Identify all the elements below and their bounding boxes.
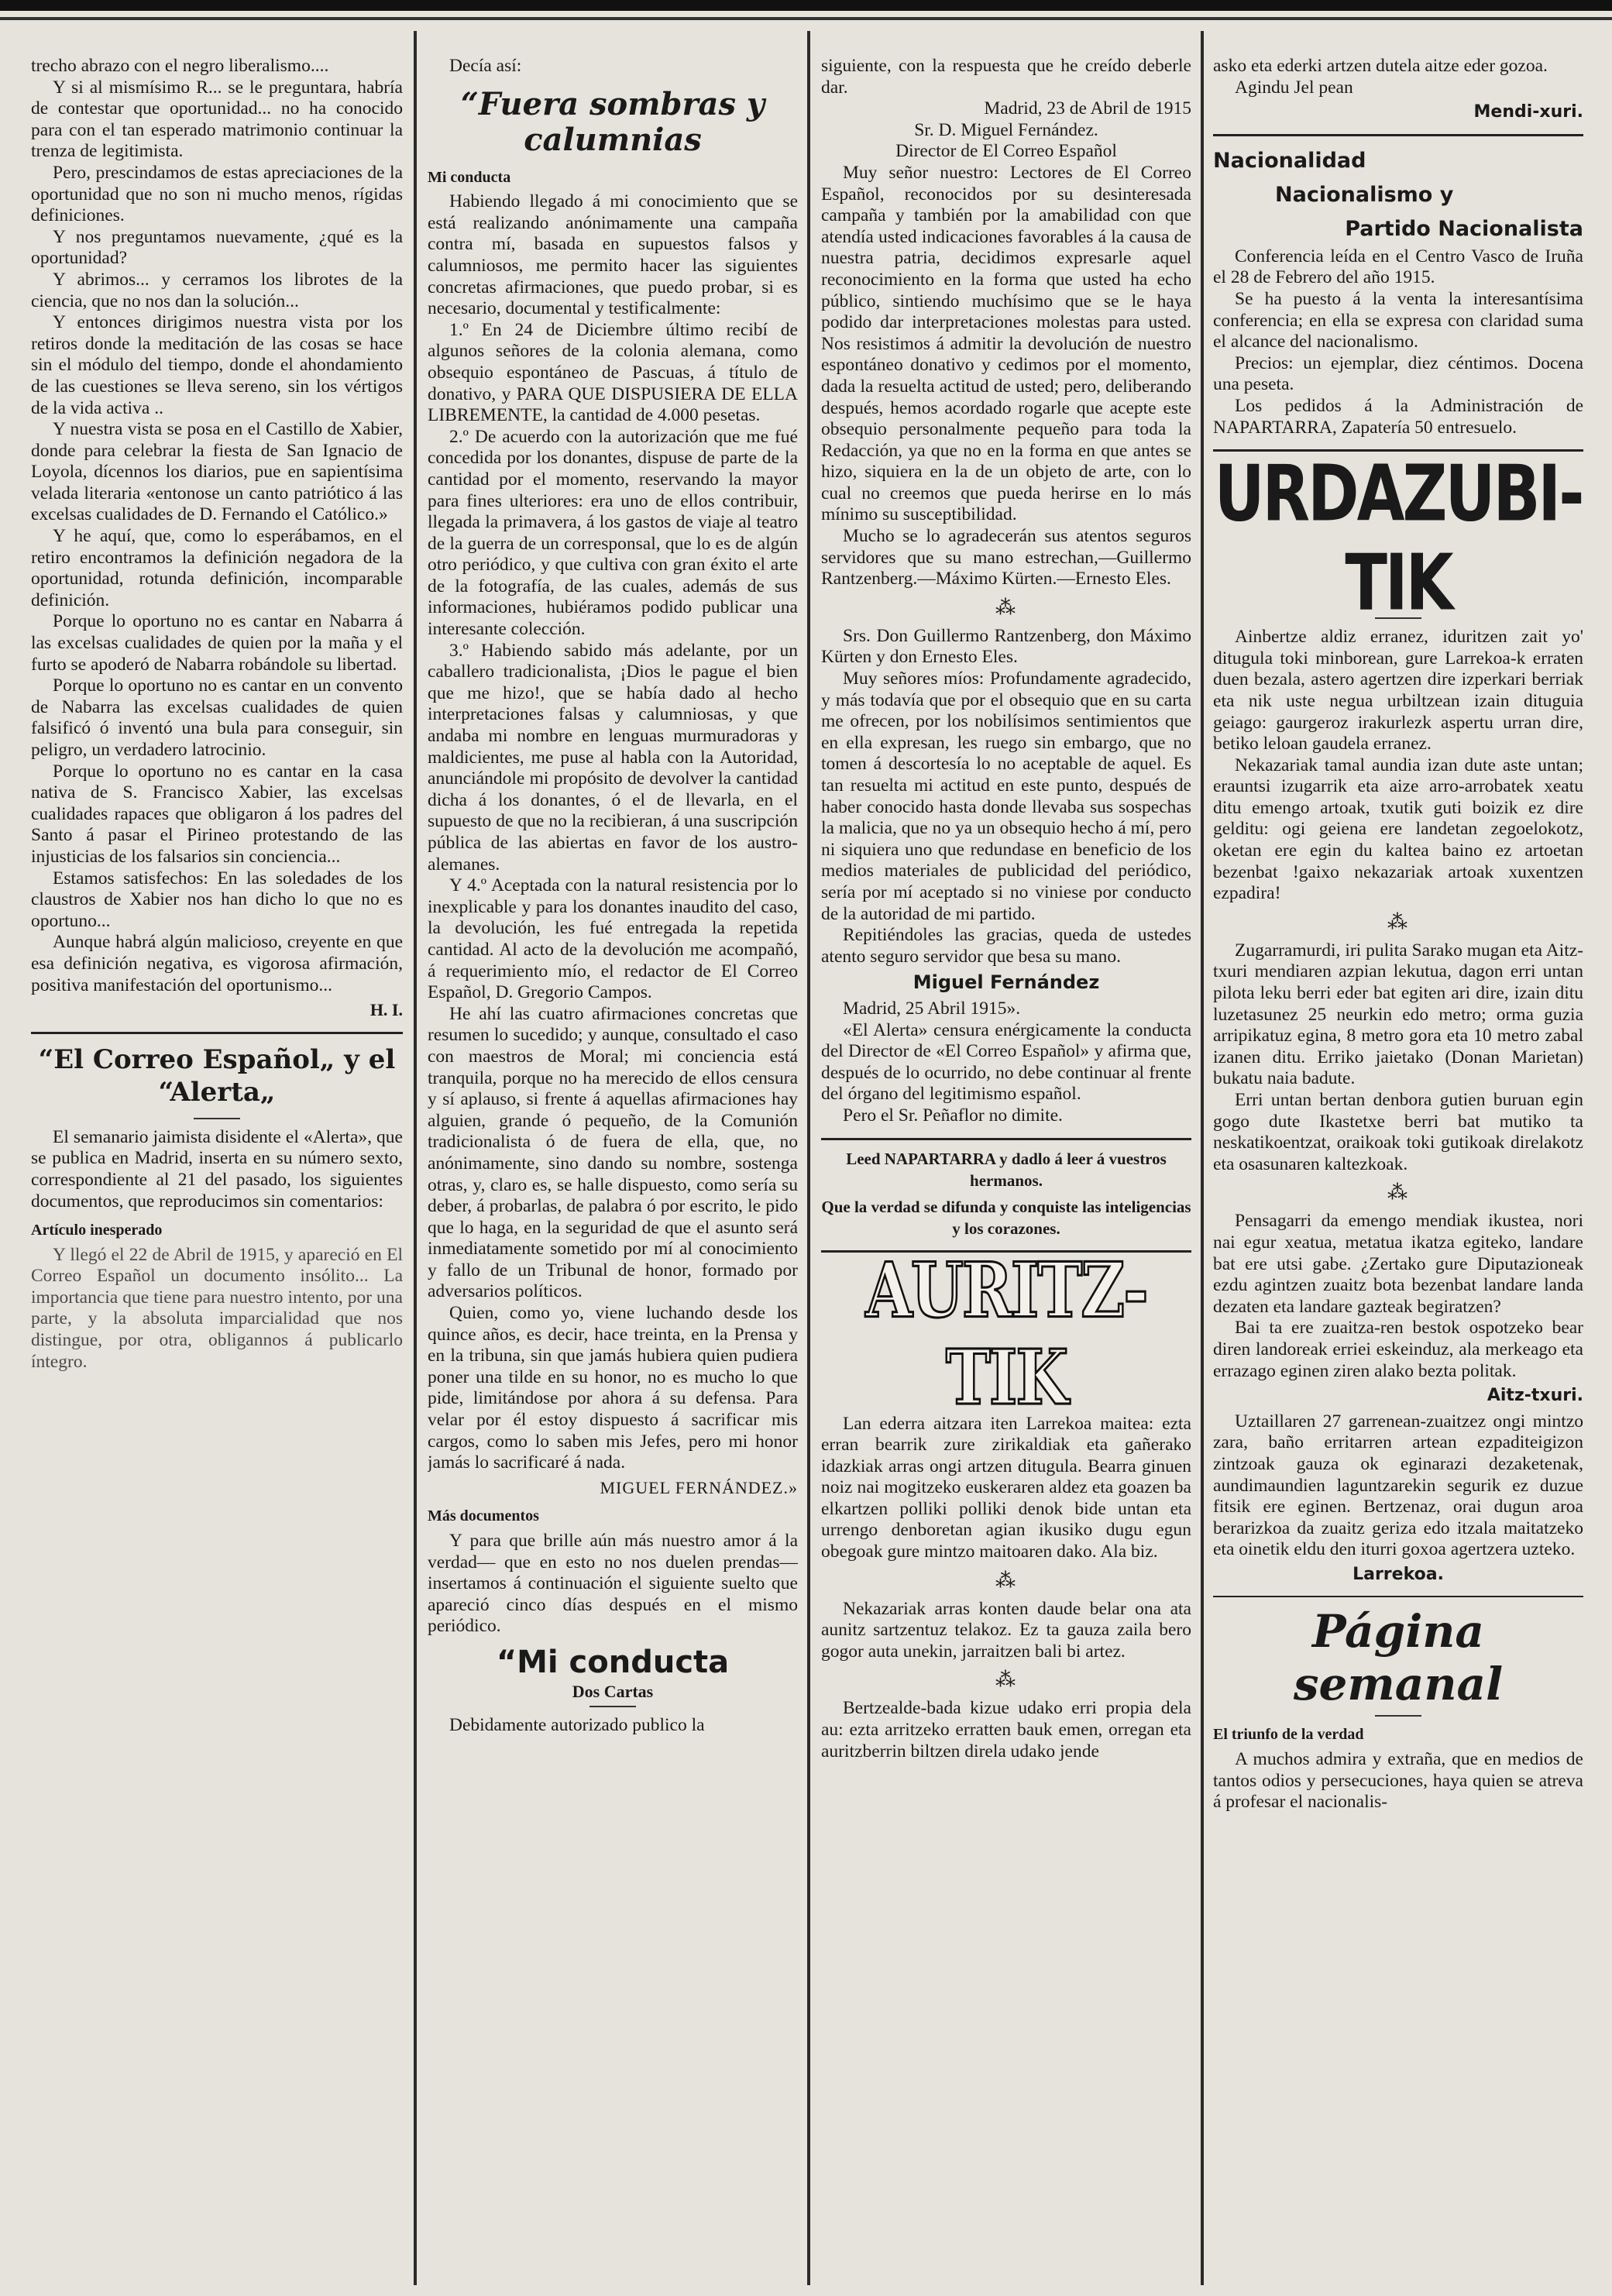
divider — [1213, 134, 1583, 136]
paragraph: Y para que brille aún más nuestro amor á la verdad— que en esto no nos duelen prendas—insertamos á continuación el siguiente suelto que apareció cinco días después en el mismo periódico. — [428, 1531, 798, 1637]
heading: Nacionalidad — [1213, 148, 1366, 173]
article-title: “El Correo Español„ y el “Alerta„ — [38, 1043, 396, 1108]
paragraph: Madrid, 25 Abril 1915». — [843, 998, 1021, 1019]
section-heading: Artículo inesperado — [31, 1222, 163, 1239]
asterism: ⁂ — [1387, 1181, 1409, 1205]
paragraph: Y he aquí, que, como lo esperábamos, en el retiro encontramos la definición negadora de la oportunidad, rotunda definición, incomparable definición. — [31, 526, 403, 610]
paragraph: Y si al mismísimo R... se le preguntara, habría de contestar que oportunidad... no ha conocido para con el tan esperado matrimonio continuar la trenza de legitimista. — [31, 77, 403, 162]
paragraph: Decía así: — [449, 56, 522, 76]
signature: H. I. — [369, 1000, 403, 1020]
column-1 — [31, 56, 403, 2279]
heading: Partido Nacionalista — [1345, 216, 1583, 241]
subtitle: Dos Cartas — [572, 1681, 654, 1701]
section-heading: Más documentos — [428, 1507, 539, 1525]
paragraph: Lan ederra aitzara iten Larrekoa maitea: ezta erran bearrik zure zirikaldiak eta gañerako idazkiak arras ongi artzen ditugula. Bearra ginuen noiz nai mogitzeko euskeraren aldez eta goazen ba elkartzen polliki polliki denok bide untan eta urrengo denboretan agian ikusiko dugu egun obegoak gure mintzo maitoaren dako. Ala biz. — [821, 1413, 1191, 1562]
signature: Aitz-txuri. — [1487, 1386, 1583, 1406]
signature: Mendi-xuri. — [1473, 102, 1583, 122]
paragraph: asko eta ederki artzen dutela aitze eder gozoa. — [1213, 56, 1548, 76]
paragraph: Pensagarri da emengo mendiak ikustea, nori nai egur xeatua, metatua ikatza egiteko, landare bat ere utsi gabe. ¿Zertako gure Diputazioneak ezdu agintzen zuaitz bota bezenbat landare landa dezaten eta landare gazteak begiratzen? — [1213, 1211, 1583, 1317]
article-title: “Fuera sombras y calumnias — [460, 85, 765, 158]
signature: MIGUEL FERNÁNDEZ.» — [600, 1477, 798, 1497]
top-rule — [0, 0, 1612, 11]
paragraph: Repitiéndoles las gracias, queda de ustedes atento seguro servidor que besa su mano. — [821, 925, 1191, 967]
paragraph: Porque lo oportuno no es cantar en Nabarra á las excelsas cualidades de quien por la maña y el furto se apoderó de Nabarra robándole su libertad. — [31, 611, 403, 675]
paragraph: Uztaillaren 27 garrenean-zuaitzez ongi mintzo zara, baño erritarren artean ezpaditeigizon zintzoak gauza ok eginarazi dezaketenak, aundimaundien laguntzarekin segurik ez duzue fitsik ere eginen. Bertzenaz, orai dugun aroa berarizkoa da zuaitz geriza edo itzala maitatzeko eta oinetik eldu den iturri goxoa agertzera uzteko. — [1213, 1411, 1583, 1560]
divider — [31, 1032, 403, 1034]
section-title: Página semanal — [1293, 1605, 1504, 1711]
paragraph: Estamos satisfechos: En las soledades de los claustros de Xabier nos han dicho lo que no es oportuno... — [31, 868, 403, 931]
paragraph: Y 4.º Aceptada con la natural resistencia por lo inexplicable y para los donantes inaudito del caso, la devolución, les fué entregada la repetida cantidad. Al acto de la devolución me acompañó, á requerimiento mío, el redactor de El Correo Español, D. Gregorio Campos. — [428, 875, 798, 1003]
paragraph: Debidamente autorizado publico la — [449, 1714, 705, 1735]
section-title: AURITZ-TIK — [865, 1246, 1147, 1421]
paragraph: Pero el Sr. Peñaflor no dimite. — [843, 1105, 1063, 1126]
paragraph: Muy señor nuestro: Lectores de El Correo Español, reconocidos por su desinteresada campaña y también por la amabilidad con que atendía usted indicaciones favorables á la causa de nuestra patria, decidimos expresarle aquel reconocimiento en la forma que usted ha echo público, sintiendo muchísimo que se le haya podido dar interpretaciones molestas para usted. Nos resistimos á admitir la devolución de nuestro espontáneo donativo y cedimos por el momento, dada la resuelta actitud de usted; pero, deliberando después, hemos acordado rogarle que acepte este obsequio personalmente pequeño para toda la Redacción, ya que no en la forma en que antes se hizo, siquiera en la de un objeto de arte, con lo cual no creemos que pueda herirse en lo más mínimo su susceptibilidad. — [821, 162, 1191, 525]
paragraph: Y llegó el 22 de Abril de 1915, y apareció en El Correo Español un documento insólito... La importancia que tiene para nuestro intento, por una parte, y la absoluta imparcialidad que nos distingue, por otra, obligannos á publicarlo íntegro. — [31, 1244, 403, 1372]
short-rule — [194, 1118, 240, 1119]
paragraph: Ainbertze aldiz erranez, iduritzen zait yo' ditugula toki minborean, gure Larrekoa-k erraten duen bezala, astero agertzen dire izperkari berriak eta nik uste negua urbiltzean izain dituguia geiago: gaurgeroz irakurlezk aspertu urran dire, betiko leloan gaudela erranez. — [1213, 627, 1583, 754]
paragraph: Y nuestra vista se posa en el Castillo de Xabier, donde para celebrar la fiesta de San Ignacio de Loyola, dícennos los diarios, pue en sapientísima velada literaria «entonose un canto patriótico á las excelsas cualidades de D. Fernando el Católico.» — [31, 419, 403, 525]
paragraph: Porque lo oportuno no es cantar en la casa nativa de S. Francisco Xabier, las excelsas cualidades rapaces que obligaron á los padres del Santo á pasar el Pirineo protestando de las injusticias de los falsarios sin conciencia... — [31, 761, 403, 867]
paragraph: Pero, prescindamos de estas apreciaciones de la oportunidad que no son ni mucho menos, rígidas definiciones. — [31, 162, 403, 226]
paragraph: He ahí las cuatro afirmaciones concretas que resumen lo sucedido; y aunque, consultado el caso con maestros de Moral; mi conciencia está tranquila, porque no ha merecido de ellos censura y sí aplauso, si frente á aquellas afirmaciones hay alguien, grande ó pequeño, de la Comunión tradicionalista ó de fuera de ella, que, no anónimamente, sino dando su nombre, sostenga otras, y, claro es, se halle dispuesto, como sería su deber, á probarlas, de palabra ó por escrito, le pido que lo haga, en la seguridad de que el asunto será inmediatamente sometido por mí al conocimiento y fallo de un Tribunal de honor, formado por adversarios políticos. — [428, 1003, 798, 1302]
column-3 — [821, 56, 1191, 2279]
paragraph: El semanario jaimista disidente el «Alerta», que se publica en Madrid, inserta en su número sexto, correspondiente al 21 del pasado, los siguientes documentos, que reproducimos sin comentarios: — [31, 1126, 403, 1212]
article-title: “Mi conducta — [496, 1644, 730, 1680]
paragraph: Nekazariak tamal aundia izan dute aste untan; erauntsi izugarrik eta aize arro-arrobatek xeatu ditu emengo artoak, txutik guti boizik ez dire gelditu: ogi geiena ere landetan zegoelokotz, oketan ere egin du kaltea baino ez artoetan bezenbat !gaixo nekazariak artoak xuxentzen ezpadira! — [1213, 754, 1583, 904]
divider — [821, 1138, 1191, 1140]
paragraph: «El Alerta» censura enérgicamente la conducta del Director de «El Correo Español» y afirma que, después de lo ocurrido, no debe continuar al frente del órgano del legitimismo español. — [821, 1019, 1191, 1105]
paragraph: Muy señores míos: Profundamente agradecido, y más todavía que por el obsequio que en su carta me ofrecen, por los nobilísimos sentimientos que en ella expresan, les ruego sin embargo, que no tomen á descortesía lo no aceptable de aquel. Es tan resuelta mi actitud en este punto, después de haber conocido hasta donde llevaba sus sospechas la malicia, que no ya un obsequio hecho á mí, pero ni siquiera uno que redundase en beneficio de los medios materiales de publicidad del periódico, sería por mí aceptado si no viniese por conducto de la autoridad de mi partido. — [821, 669, 1191, 924]
signature: Miguel Fernández — [913, 971, 1100, 994]
date-line: Madrid, 23 de Abril de 1915 — [984, 98, 1191, 119]
addressee: Sr. D. Miguel Fernández. — [914, 119, 1098, 140]
asterism: ⁂ — [1387, 910, 1409, 933]
section-heading: El triunfo de la verdad — [1213, 1726, 1364, 1744]
paragraph: Srs. Don Guillermo Rantzenberg, don Máximo Kürten y don Ernesto Eles. — [821, 625, 1191, 668]
paragraph: Y nos preguntamos nuevamente, ¿qué es la oportunidad? — [31, 226, 403, 269]
paragraph: Conferencia leída en el Centro Vasco de Iruña el 28 de Febrero del año 1915. — [1213, 246, 1583, 288]
column-2 — [428, 56, 798, 2279]
addressee: Director de El Correo Español — [895, 141, 1117, 162]
paragraph: Porque lo oportuno no es cantar en un convento de Nabarra las excelsas cualidades de quien falsificó ó inventó una bula para conseguir, sin peligro, un verdadero latrocinio. — [31, 675, 403, 760]
paragraph: 3.º Habiendo sabido más adelante, por un caballero tradicionalista, ¡Dios le pague el bien que me hizo!, que se había dado al hecho interpretaciones falsas y calumniosas, y que andaba mi nombre en lenguas murmuradoras y maldicientes, me puse al habla con la Autoridad, anunciándole mi propósito de devolver la cantidad dicha á los donantes, ó el de llevarla, en el supuesto de que no la recibieran, á una suscripción pública de las abiertas en favor de los austro-alemanes. — [428, 640, 798, 875]
paragraph: Mucho se lo agradecerán sus atentos seguros servidores que su mano estrechan,—Guillermo Rantzenberg.—Máximo Kürten.—Ernesto Eles. — [821, 526, 1191, 589]
paragraph: Precios: un ejemplar, diez céntimos. Docena una peseta. — [1213, 352, 1583, 395]
short-rule — [1375, 1715, 1421, 1717]
paragraph: A muchos admira y extraña, que en medios de tantos odios y persecuciones, haya quien se atreva á profesar el nacionalis- — [1213, 1749, 1583, 1813]
paragraph: Bai ta ere zuaitza-ren bestok ospotzeko bear diren landoreak erriei eskeinduz, ala merkeago eta errazago eginen ziren alako bezta politak. — [1213, 1318, 1583, 1381]
section-heading: Mi conducta — [428, 168, 511, 186]
short-rule — [589, 1706, 636, 1707]
section-title: URDAZUBI-TIK — [1214, 448, 1583, 628]
paragraph: trecho abrazo con el negro liberalismo.... — [31, 56, 329, 76]
notice: Leed NAPARTARRA y dadlo á leer á vuestros hermanos. — [846, 1149, 1167, 1190]
column-4 — [1213, 56, 1583, 2279]
heading: Nacionalismo y — [1275, 182, 1454, 207]
paragraph: Nekazariak arras konten daude belar ona ata aunitz sartzentuz telakoz. Ez ta gauza zaila bero gogor auta unekin, jarraitzen bali bi artez. — [821, 1598, 1191, 1662]
signature: Larrekoa. — [1352, 1564, 1444, 1584]
paragraph: siguiente, con la respuesta que he creído deberle dar. — [821, 56, 1191, 98]
column-separator — [414, 31, 417, 2285]
asterism: ⁂ — [995, 1569, 1017, 1592]
paragraph: Y abrimos... y cerramos los librotes de la ciencia, que no nos dan la solución... — [31, 269, 403, 311]
paragraph: Zugarramurdi, iri pulita Sarako mugan eta Aitz-txuri mendiaren azpian lekutua, dagon erri untan pilota leku berri eder bat egiten ari dire, izain ditu luzetasunez 25 neurkin edo metro; orma guzia arripikatuz egina, 8 metro gora eta 10 metro zabal izanen ditu. Erriko jaietako (Donan Marietan) bukatu naia badute. — [1213, 940, 1583, 1089]
paragraph: 2.º De acuerdo con la autorización que me fué concedida por los donantes, dispuse de parte de la cantidad por el momento, reservando la mayor para fines ulteriores: era uno de ellos contribuir, llegada la primavera, á los gastos de viaje al teatro de la guerra de un corresponsal, que lo es de algún otro periódico, y que cultiva con gran éxito el arte de la fotografía, de las cuales, además de sus informaciones, hubiéramos podido publicar una interesante colección. — [428, 426, 798, 640]
top-rule-thin — [0, 17, 1612, 20]
column-separator — [1201, 31, 1204, 2285]
notice: Que la verdad se difunda y conquiste las inteligencias y los corazones. — [821, 1197, 1191, 1238]
paragraph: Habiendo llegado á mi conocimiento que se está realizando anónimamente una campaña contra mí, basada en supuestos falsos y calumniosos, me permito hacer las siguientes concretas afirmaciones, que puedo probar, si es necesario, documental y testificalmente: — [428, 191, 798, 319]
paragraph: Aunque habrá algún malicioso, creyente en que esa definición negativa, es vigorosa afirmación, positiva manifestación del oportunismo... — [31, 932, 403, 995]
paragraph: Los pedidos á la Administración de NAPARTARRA, Zapatería 50 entresuelo. — [1213, 395, 1583, 438]
paragraph: Erri untan bertan denbora gutien buruan egin gogo dute Ikastetxe berri bat mutiko ta neskatikoentzat, oraikoak toki gutikoak direlakotz eta osasunaren kaltezkoak. — [1213, 1090, 1583, 1174]
asterism: ⁂ — [995, 596, 1017, 619]
paragraph: 1.º En 24 de Diciembre último recibí de algunos señores de la colonia alemana, como obsequio espontáneo de Pascuas, á título de donativo, y PARA QUE DISPUSIERA DE ELLA LIBREMENTE, la cantidad de 4.000 pesetas. — [428, 319, 798, 426]
paragraph: Agindu Jel pean — [1235, 77, 1353, 98]
paragraph: Quien, como yo, viene luchando desde los quince años, es decir, hace treinta, en la Prensa y en la tribuna, sin que jamás hubiera quien pudiera poner una tilde en su honor, no es mucho lo que pide, limitándose por ahora á su defensa. Para velar por él estoy dispuesto á sacrificar mis cargos, como lo saben mis Jefes, pero mi honor jamás lo sacrificaré á nada. — [428, 1303, 798, 1473]
column-separator — [807, 31, 810, 2285]
paragraph: Se ha puesto á la venta la interesantísima conferencia; en ella se expresa con claridad suma el alcance del nacionalismo. — [1213, 288, 1583, 352]
divider — [1213, 1596, 1583, 1597]
asterism: ⁂ — [995, 1669, 1017, 1692]
paragraph: Bertzealde-bada kizue udako erri propia dela au: ezta arritzeko erratten bauk emen, orregan eta auritzberrin biltzen direla udako jende — [821, 1698, 1191, 1762]
paragraph: Y entonces dirigimos nuestra vista por los retiros donde la meditación de las cosas se hace sin el módulo del tiempo, donde el ahondamiento de las cuestiones se lleva sereno, sin los vértigos de la vida activa .. — [31, 312, 403, 418]
